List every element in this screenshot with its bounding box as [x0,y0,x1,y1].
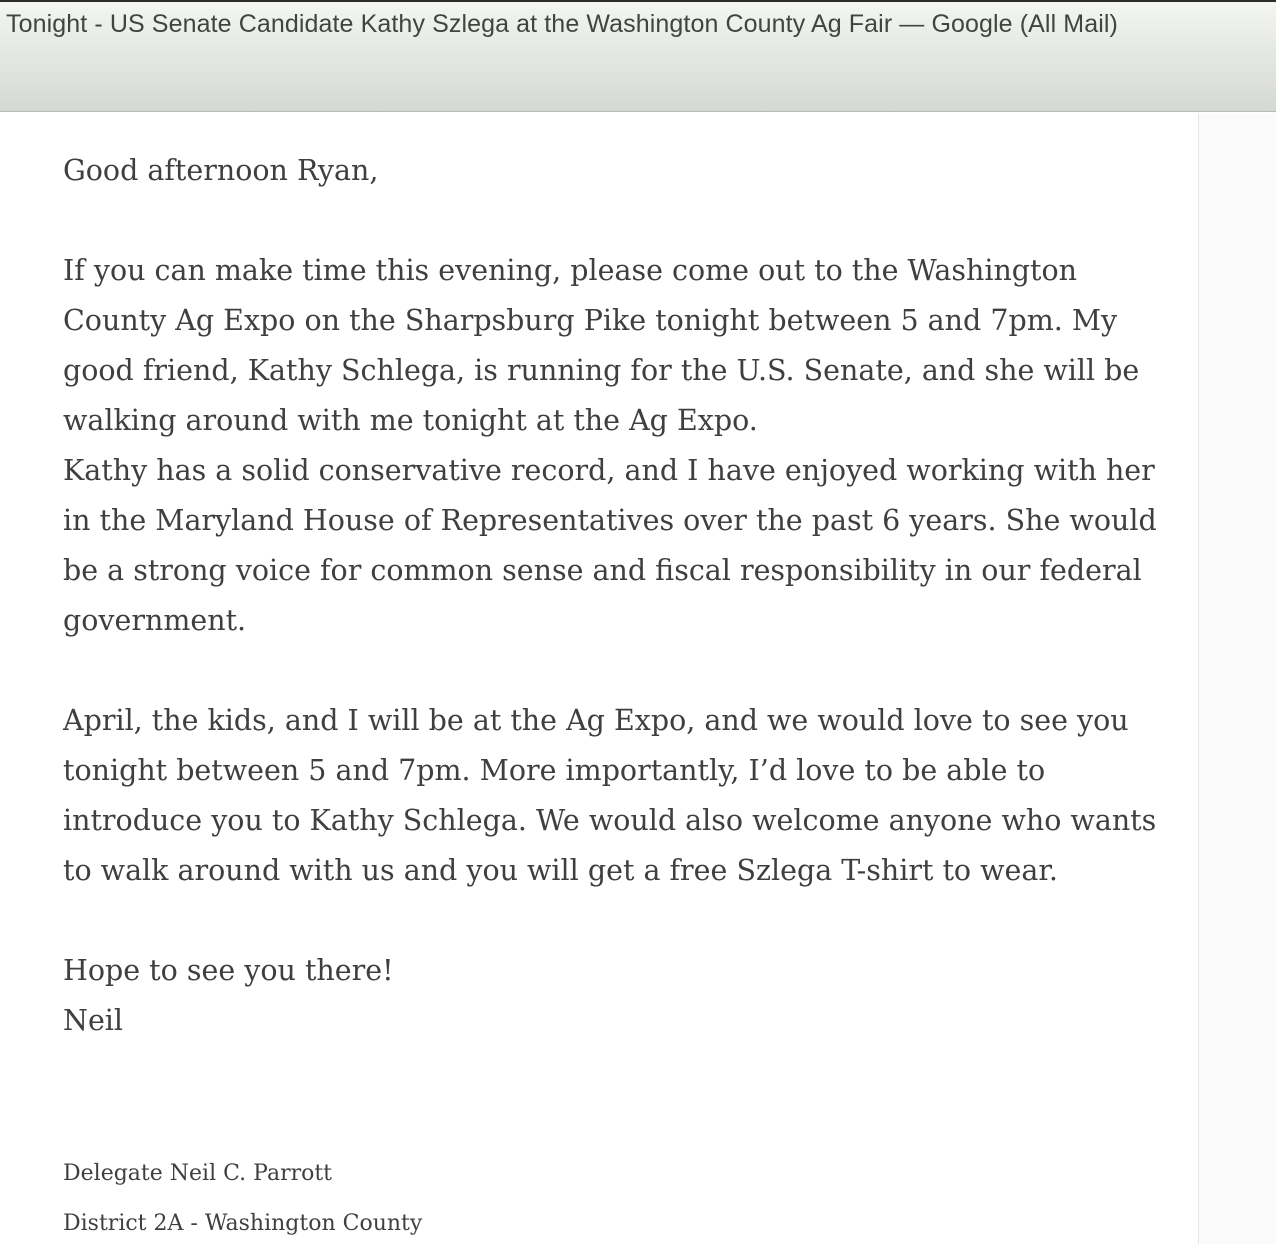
email-greeting: Good afternoon Ryan, [63,154,379,187]
paragraph1-line: If you can make time this evening, please come out to the Washington [63,254,1078,287]
paragraph2-line: government. [63,604,247,637]
signature-name-title: Delegate Neil C. Parrott [63,1161,333,1186]
paragraph2-line: in the Maryland House of Representatives over the past 6 years. She would [63,504,1157,537]
paragraph2-line: be a strong voice for common sense and fiscal responsibility in our federal [63,554,1142,587]
paragraph3-line: introduce you to Kathy Schlega. We would also welcome anyone who wants [63,804,1157,837]
paragraph-gap [63,896,1173,946]
email-body-pane [0,113,1198,1244]
email-closing: Hope to see you there! [63,954,394,987]
paragraph3-line: to walk around with us and you will get a free Szlega T-shirt to wear. [63,854,1058,887]
paragraph-gap [63,196,1173,246]
titlebar-top-edge [0,0,1276,2]
paragraph1-line: County Ag Expo on the Sharpsburg Pike tonight between 5 and 7pm. My [63,304,1118,337]
signature-district: District 2A - Washington County [63,1211,423,1236]
paragraph1-line: walking around with me tonight at the Ag Expo. [63,404,758,437]
paragraph1-line: good friend, Kathy Schlega, is running for the U.S. Senate, and she will be [63,354,1140,387]
paragraph3-line: April, the kids, and I will be at the Ag Expo, and we would love to see you [63,704,1129,737]
window-titlebar[interactable] [0,0,1276,112]
window-title: Tonight - US Senate Candidate Kathy Szlega at the Washington County Ag Fair — Google (All Mail) [6,10,1118,38]
email-signature [63,1149,422,1244]
paragraph3-line: tonight between 5 and 7pm. More importantly, I’d love to be able to [63,754,1046,787]
right-side-panel [1198,113,1276,1244]
paragraph2-line: Kathy has a solid conservative record, and I have enjoyed working with her [63,454,1155,487]
sender-first-name: Neil [63,1004,124,1037]
email-message-body [63,146,1173,1046]
paragraph-gap [63,646,1173,696]
